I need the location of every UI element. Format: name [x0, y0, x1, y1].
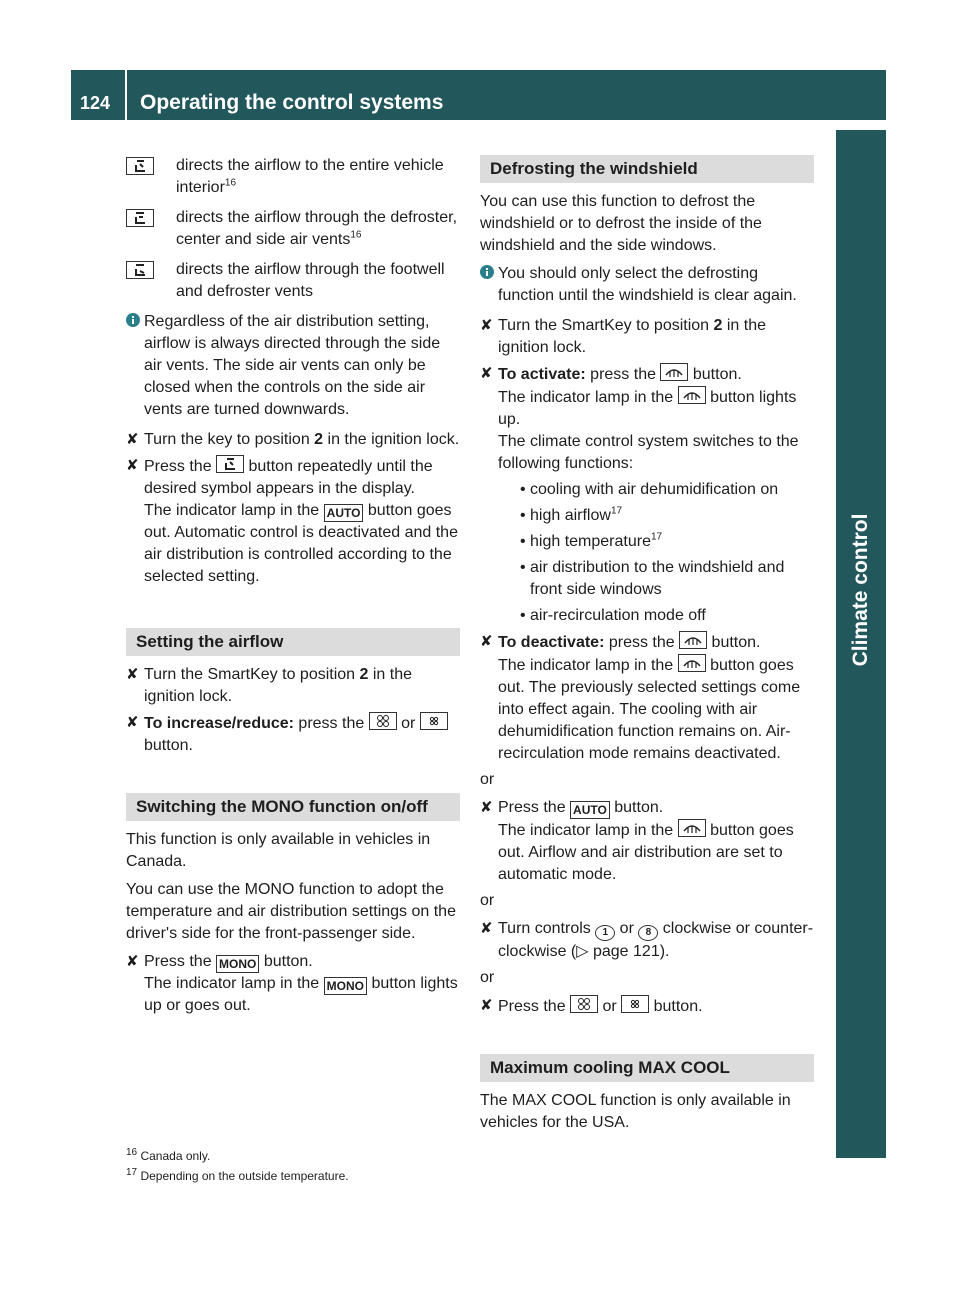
step-text: button.: [609, 799, 664, 816]
list-item: [498, 557, 814, 601]
page-title: Operating the control systems: [140, 91, 444, 114]
step-text: clockwise or counter-clockwise (▷ page 121).: [498, 920, 814, 960]
step-result: The climate control system switches to the following functions:: [498, 433, 799, 472]
step-turn-controls: [480, 918, 814, 963]
symbol-row-interior: [126, 155, 460, 199]
footnote-text: Canada only.: [140, 1149, 211, 1163]
step-arrow-icon: ✘: [480, 633, 493, 650]
info-text: You should only select the defrosting function until the windshield is clear again.: [498, 265, 797, 304]
footnote-ref: 17: [650, 531, 663, 543]
step-text: button lights up or goes out.: [144, 975, 458, 1014]
bullet-text: air-recirculation mode off: [530, 607, 706, 624]
symbol-row-text: directs the airflow through the footwell and defroster vents: [176, 261, 445, 300]
footnote-number: 16: [126, 1147, 138, 1158]
step-arrow-icon: ✘: [126, 457, 139, 474]
step-text: button.: [144, 737, 193, 754]
info-note-defrost: [480, 263, 814, 307]
defrost-max-icon: [678, 386, 706, 404]
step-result: [498, 819, 814, 886]
or-separator: or: [480, 969, 495, 986]
step-text: Turn the SmartKey to position: [144, 666, 360, 683]
step-text: button.: [707, 634, 761, 651]
step-text: button.: [259, 953, 313, 970]
step-text: The indicator lamp in the: [144, 975, 324, 992]
mono-paragraph-2: You can use the MONO function to adopt the temperature and air distribution settings on the driver's side for the front-passenger side.: [126, 881, 456, 942]
step-position: 2: [314, 431, 324, 448]
control-8-icon: 8: [638, 925, 658, 941]
bullet-text: cooling with air dehumidification on: [530, 481, 779, 498]
step-text: button goes out. Airflow and air distribution are set to automatic mode.: [498, 822, 794, 883]
fan-reduce-icon: [621, 995, 649, 1013]
info-icon: [480, 265, 494, 279]
step-text: or: [598, 998, 622, 1015]
step-arrow-icon: ✘: [126, 431, 139, 448]
mono-button-icon: MONO: [216, 955, 259, 973]
step-text: press the: [293, 715, 369, 732]
step-text: press the: [604, 634, 680, 651]
step-text: in the ignition lock.: [323, 431, 460, 448]
bullet-icon: •: [520, 533, 526, 550]
step-label: To deactivate:: [498, 634, 605, 651]
fan-reduce-icon: [420, 712, 448, 730]
defrost-max-icon: [660, 363, 688, 381]
footnote-ref: 16: [350, 229, 362, 241]
step-press-fan: [480, 995, 814, 1018]
page-number: 124: [80, 93, 111, 113]
step-text: The indicator lamp in the: [498, 389, 678, 406]
section-heading-mono: Switching the MONO function on/off: [126, 793, 460, 821]
list-item: [498, 531, 814, 553]
right-column: [480, 155, 814, 1140]
mono-paragraph-1: This function is only available in vehicles in Canada.: [126, 831, 431, 870]
step-text: press the: [585, 366, 661, 383]
step-text: button.: [649, 998, 703, 1015]
step-result: [498, 386, 814, 431]
bullet-icon: •: [520, 507, 526, 524]
step-text: or: [615, 920, 639, 937]
defrost-paragraph: You can use this function to defrost the windshield or to defrost the inside of the windshield and the side windows.: [480, 193, 762, 254]
step-text: button.: [688, 366, 742, 383]
step-press-distribution: [126, 455, 460, 588]
step-text: or: [396, 715, 420, 732]
step-text: The indicator lamp in the: [498, 657, 678, 674]
air-distribution-icon: [216, 455, 244, 473]
section-heading-max-cool: Maximum cooling MAX COOL: [480, 1054, 814, 1082]
step-turn-key: [126, 429, 460, 451]
left-column: [126, 155, 460, 1021]
symbol-row-text: directs the airflow through the defroster, center and side air vents: [176, 209, 458, 248]
bullet-icon: •: [520, 607, 526, 624]
fan-increase-icon: [570, 995, 598, 1013]
symbol-row-defroster-vents: [126, 207, 460, 251]
header-divider: [125, 70, 127, 120]
list-item: [498, 605, 814, 627]
step-text: button goes out. The previously selected settings come into effect again. The cooling with air dehumidification function remains on. Air-recirculation mode remains deactivated.: [498, 657, 801, 762]
step-position: 2: [359, 666, 369, 683]
step-deactivate: [480, 631, 814, 765]
footnote-text: Depending on the outside temperature.: [140, 1169, 349, 1183]
step-position: 2: [713, 317, 723, 334]
step-text: Turn the SmartKey to position: [498, 317, 714, 334]
step-arrow-icon: ✘: [480, 317, 493, 334]
mono-button-icon: MONO: [324, 977, 367, 995]
defrost-max-icon: [678, 654, 706, 672]
step-smartkey: [480, 315, 814, 359]
footnote: [126, 1166, 349, 1186]
side-tab-label: Climate control: [849, 513, 872, 667]
step-text: in the ignition lock.: [498, 317, 767, 356]
step-text: The indicator lamp in the: [144, 502, 324, 519]
step-label: To increase/reduce:: [144, 715, 294, 732]
auto-button-icon: AUTO: [570, 801, 610, 819]
step-arrow-icon: ✘: [480, 920, 493, 937]
list-item: [498, 479, 814, 501]
auto-button-icon: AUTO: [324, 504, 364, 522]
max-cool-paragraph: The MAX COOL function is only available in vehicles for the USA.: [480, 1092, 791, 1131]
step-text: Press the: [498, 998, 571, 1015]
footnotes: [126, 1146, 349, 1186]
step-arrow-icon: ✘: [480, 799, 493, 816]
defrost-max-icon: [679, 631, 707, 649]
bullet-text: high temperature: [530, 533, 651, 550]
fan-increase-icon: [369, 712, 397, 730]
step-text: The indicator lamp in the: [498, 822, 678, 839]
step-text: Turn controls: [498, 920, 596, 937]
step-text: Press the: [144, 458, 217, 475]
step-result: [144, 500, 460, 588]
info-text: Regardless of the air distribution setting, airflow is always directed through the side air vents. The side air vents can only be closed when the controls on the side air vents are turned downwards.: [144, 313, 441, 418]
step-activate: [480, 363, 814, 627]
airflow-defroster-vents-icon: [126, 209, 154, 227]
step-arrow-icon: ✘: [126, 666, 139, 683]
symbol-row-text: directs the airflow to the entire vehicle interior: [176, 157, 444, 196]
step-text: Turn the key to position: [144, 431, 315, 448]
list-item: [498, 505, 814, 527]
footnote-number: 17: [126, 1167, 138, 1178]
footnote-ref: 16: [224, 177, 237, 189]
footnote-ref: 17: [610, 505, 623, 517]
bullet-text: high airflow: [530, 507, 611, 524]
step-increase-reduce: [126, 712, 460, 757]
step-arrow-icon: ✘: [480, 997, 493, 1014]
info-icon: [126, 313, 140, 327]
step-result: [498, 654, 814, 765]
bullet-text: air distribution to the windshield and front side windows: [530, 559, 785, 598]
defrost-max-icon: [678, 819, 706, 837]
step-text: in the ignition lock.: [144, 666, 413, 705]
info-note-air-distribution: [126, 311, 460, 421]
step-text: Press the: [144, 953, 217, 970]
step-arrow-icon: ✘: [126, 953, 139, 970]
control-1-icon: 1: [595, 925, 615, 941]
airflow-interior-icon: [126, 157, 154, 175]
or-separator: or: [480, 892, 495, 909]
bullet-icon: •: [520, 559, 526, 576]
step-airflow-key: [126, 664, 460, 708]
step-text: button lights up.: [498, 389, 797, 428]
step-arrow-icon: ✘: [126, 714, 139, 731]
footnote: [126, 1146, 349, 1166]
step-press-auto: [480, 797, 814, 886]
airflow-footwell-icon: [126, 261, 154, 279]
symbol-row-footwell: [126, 259, 460, 303]
step-label: To activate:: [498, 366, 586, 383]
step-text: button repeatedly until the desired symbol appears in the display.: [144, 458, 433, 497]
step-text: Press the: [498, 799, 571, 816]
section-heading-airflow: Setting the airflow: [126, 628, 460, 656]
step-result: [144, 973, 460, 1017]
step-text: button goes out. Automatic control is deactivated and the air distribution is controlled according to the selected setting.: [144, 502, 458, 585]
section-heading-defrost: Defrosting the windshield: [480, 155, 814, 183]
step-arrow-icon: ✘: [480, 365, 493, 382]
or-separator: or: [480, 771, 495, 788]
step-press-mono: [126, 951, 460, 1017]
bullet-icon: •: [520, 481, 526, 498]
